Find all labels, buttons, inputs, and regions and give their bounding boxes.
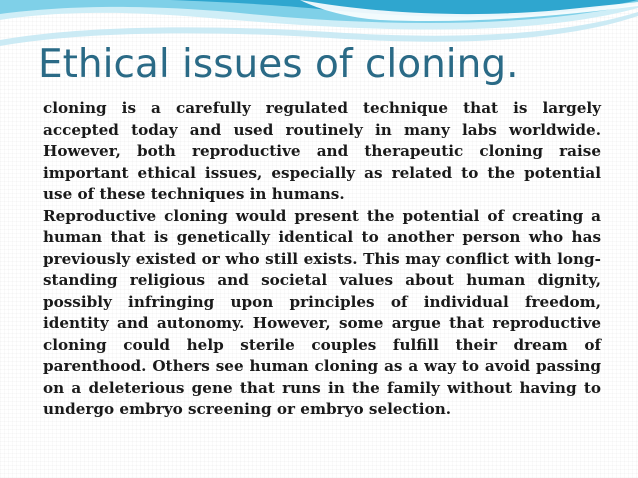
paragraph-reproductive-cloning: Reproductive cloning would present the potential of creating a human that is genetically identical to another person who has previously existed or who still exists. This may conflict with long-standing religious and societal values about human dignity, possibly infringing upon principles of individual freedom, identity and autonomy. However, some argue that reproductive cloning could help sterile couples fulfill their dream of parenthood. Others see human cloning as a way to avoid passing on a deleterious gene that runs in the family without having to undergo embryo screening or embryo selection. (43, 206, 601, 418)
slide-title: Ethical issues of cloning. (38, 42, 519, 87)
slide-body (43, 98, 601, 421)
paragraph-intro: cloning is a carefully regulated technique that is largely accepted today and used routinely in many labs worldwide. However, both reproductive and therapeutic cloning raise important ethical issues, especially as related to the potential use of these techniques in humans. (43, 99, 601, 203)
